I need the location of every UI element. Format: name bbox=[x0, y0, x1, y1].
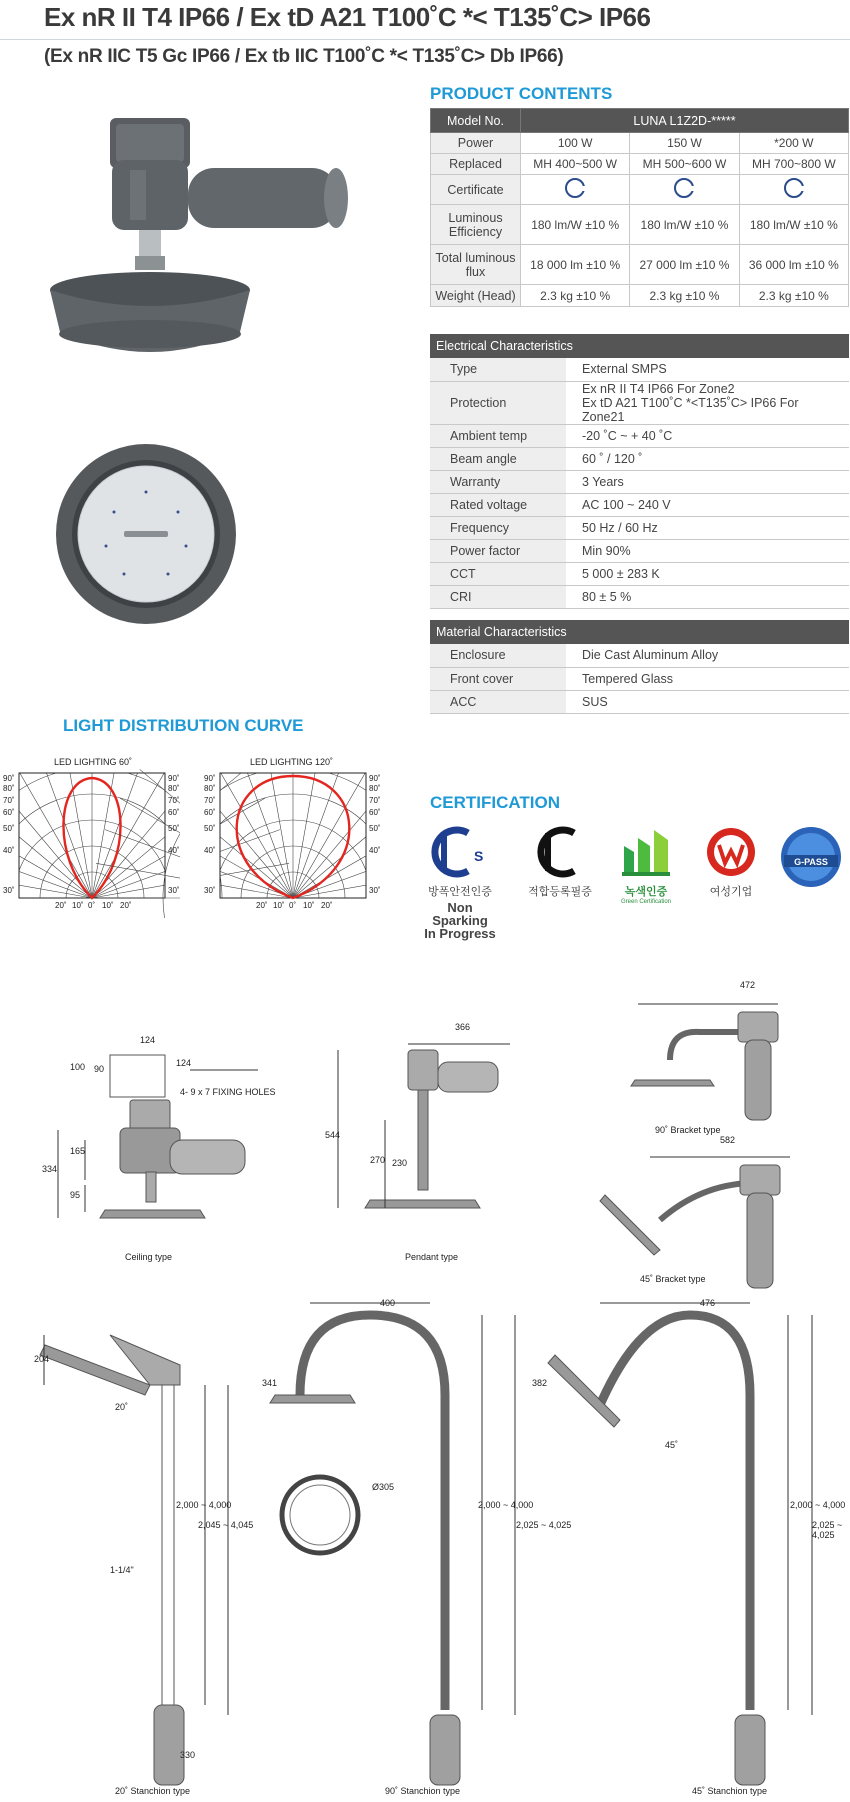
cell: 180 lm/W ±10 % bbox=[739, 205, 848, 245]
row-label: Front cover bbox=[430, 667, 566, 690]
row-value: 60 ˚ / 120 ˚ bbox=[566, 447, 849, 470]
row-value: Die Cast Aluminum Alloy bbox=[566, 644, 849, 667]
bracket45-caption: 45˚ Bracket type bbox=[640, 1274, 706, 1284]
dim-label: 582 bbox=[720, 1135, 736, 1145]
bottom-angle-label: 20˚ bbox=[321, 901, 333, 910]
dim-label: 330 bbox=[180, 1750, 196, 1760]
cert-sub: Green Certification bbox=[620, 899, 672, 905]
technical-drawings bbox=[0, 980, 850, 1802]
kc-logo-icon bbox=[530, 825, 590, 880]
row-label: Protection bbox=[430, 381, 566, 424]
cert-caption: 적합등록필증 bbox=[528, 886, 592, 898]
dim-label: 2,025 ~ 4,025 bbox=[516, 1520, 572, 1530]
row-label: Type bbox=[430, 358, 566, 381]
cert-cell bbox=[630, 175, 739, 205]
angle-label: 30˚ bbox=[168, 886, 180, 895]
dim-label: 2,000 ~ 4,000 bbox=[790, 1500, 846, 1510]
cell: 36 000 lm ±10 % bbox=[739, 245, 848, 285]
dim-label: 95 bbox=[70, 1190, 81, 1200]
green-cert-icon bbox=[616, 822, 676, 880]
right-curve-title: LED LIGHTING 120˚ bbox=[250, 757, 334, 767]
stanchion45-caption: 45˚ Stanchion type bbox=[692, 1786, 768, 1796]
bottom-angle-label: 10˚ bbox=[72, 901, 84, 910]
dim-label: 2,000 ~ 4,000 bbox=[176, 1500, 232, 1510]
dim-label: 1-1/4" bbox=[110, 1565, 134, 1575]
cert-green bbox=[610, 822, 682, 905]
row-value: 50 Hz / 60 Hz bbox=[566, 516, 849, 539]
dim-label: 400 bbox=[380, 1298, 396, 1308]
row-label: Beam angle bbox=[430, 447, 566, 470]
angle-label: 90˚ bbox=[204, 774, 216, 783]
stanchion20-caption: 20˚ Stanchion type bbox=[115, 1786, 191, 1796]
material-heading: Material Characteristics bbox=[430, 620, 849, 644]
dim-label: 476 bbox=[700, 1298, 716, 1308]
page-subtitle: (Ex nR IIC T5 Gc IP66 / Ex tb IIC T100˚C *< T135˚C> Db IP66) bbox=[44, 46, 564, 67]
angle-label: 30˚ bbox=[3, 886, 15, 895]
row-label: Certificate bbox=[431, 175, 521, 205]
ceiling-caption: Ceiling type bbox=[125, 1252, 173, 1262]
bottom-angle-label: 10˚ bbox=[303, 901, 315, 910]
angle-label: 70˚ bbox=[168, 796, 180, 805]
holes-label: 4- 9 x 7 FIXING HOLES bbox=[180, 1087, 276, 1097]
angle-label: 40˚ bbox=[369, 846, 381, 855]
angle-label: 90˚ bbox=[369, 774, 381, 783]
cell: 100 W bbox=[521, 133, 630, 154]
row-value bbox=[566, 381, 849, 424]
light-distribution-charts bbox=[0, 768, 400, 918]
angle-label: 80˚ bbox=[168, 784, 180, 793]
row-value: -20 ˚C ~ + 40 ˚C bbox=[566, 424, 849, 447]
dim-label: 382 bbox=[532, 1378, 548, 1388]
cell: MH 700~800 W bbox=[739, 154, 848, 175]
certification-heading: CERTIFICATION bbox=[430, 793, 561, 812]
row-label: Luminous Efficiency bbox=[431, 205, 521, 245]
gpass-logo-text: G-PASS bbox=[794, 857, 828, 867]
cert-caption: 방폭안전인증 bbox=[428, 886, 492, 898]
product-contents-heading: PRODUCT CONTENTS bbox=[430, 84, 613, 103]
dim-label: 2,000 ~ 4,000 bbox=[478, 1500, 534, 1510]
dim-label: 472 bbox=[740, 980, 756, 990]
stanchion90-caption: 90˚ Stanchion type bbox=[385, 1786, 461, 1796]
bottom-angle-label: 0˚ bbox=[88, 901, 96, 910]
product-photo-side bbox=[40, 100, 410, 400]
light-curve-heading: LIGHT DISTRIBUTION CURVE bbox=[63, 716, 304, 735]
cell: MH 400~500 W bbox=[521, 154, 630, 175]
angle-label: 60˚ bbox=[3, 808, 15, 817]
cert-caption: 녹색인증 bbox=[624, 886, 668, 898]
angle-label: 40˚ bbox=[3, 846, 15, 855]
angle-label: 70˚ bbox=[204, 796, 216, 805]
protection-line2: Ex tD A21 T100˚C *<T135˚C> IP66 For Zone21 bbox=[582, 395, 799, 424]
row-label: Frequency bbox=[430, 516, 566, 539]
cert-gpass bbox=[776, 825, 846, 892]
dim-label: 20˚ bbox=[115, 1402, 129, 1412]
row-label: Weight (Head) bbox=[431, 285, 521, 307]
cert-women bbox=[696, 825, 766, 899]
cell: 18 000 lm ±10 % bbox=[521, 245, 630, 285]
page-title: Ex nR II T4 IP66 / Ex tD A21 T100˚C *< T135˚C> IP66 bbox=[44, 2, 651, 32]
bottom-angle-label: 0˚ bbox=[289, 901, 297, 910]
angle-label: 50˚ bbox=[204, 824, 216, 833]
dim-label: 90 bbox=[94, 1064, 105, 1074]
cert-cell bbox=[521, 175, 630, 205]
bottom-angle-label: 20˚ bbox=[256, 901, 268, 910]
product-photo-front bbox=[54, 442, 239, 627]
bottom-angle-label: 20˚ bbox=[120, 901, 132, 910]
cert-kcs bbox=[420, 825, 500, 940]
row-value: 3 Years bbox=[566, 470, 849, 493]
cell: 180 lm/W ±10 % bbox=[630, 205, 739, 245]
cell: 150 W bbox=[630, 133, 739, 154]
curve-60-grid bbox=[0, 768, 292, 918]
cert-caption: 여성기업 bbox=[709, 886, 753, 898]
angle-label: 80˚ bbox=[3, 784, 15, 793]
cert-kc bbox=[520, 825, 600, 899]
bracket-90-drawing bbox=[630, 990, 790, 1130]
angle-label: 40˚ bbox=[168, 846, 180, 855]
cell: 180 lm/W ±10 % bbox=[521, 205, 630, 245]
row-label: CRI bbox=[430, 585, 566, 608]
row-value: 5 000 ± 283 K bbox=[566, 562, 849, 585]
bracket90-caption: 90˚ Bracket type bbox=[655, 1125, 721, 1135]
kcs-cert-icon bbox=[565, 178, 585, 198]
material-table bbox=[430, 620, 849, 714]
cell: MH 500~600 W bbox=[630, 154, 739, 175]
row-label: Enclosure bbox=[430, 644, 566, 667]
row-label: Total luminous flux bbox=[431, 245, 521, 285]
row-label: Warranty bbox=[430, 470, 566, 493]
angle-label: 30˚ bbox=[204, 886, 216, 895]
angle-label: 90˚ bbox=[168, 774, 180, 783]
row-value: Tempered Glass bbox=[566, 667, 849, 690]
dim-label: 230 bbox=[392, 1158, 408, 1168]
row-label: CCT bbox=[430, 562, 566, 585]
row-label: ACC bbox=[430, 690, 566, 713]
dim-label: 204 bbox=[34, 1354, 50, 1364]
dim-label: 45˚ bbox=[665, 1440, 679, 1450]
electrical-table bbox=[430, 334, 849, 609]
pendant-caption: Pendant type bbox=[405, 1252, 459, 1262]
dim-label: 2,025 ~ 4,025 bbox=[812, 1520, 843, 1540]
dim-label: 341 bbox=[262, 1378, 278, 1388]
stanchion-90-drawing bbox=[270, 1315, 530, 1795]
bottom-angle-label: 20˚ bbox=[55, 901, 67, 910]
product-contents-table bbox=[430, 108, 849, 307]
curve-120-grid bbox=[93, 768, 400, 918]
dim-label: 366 bbox=[455, 1022, 471, 1032]
row-value: AC 100 ~ 240 V bbox=[566, 493, 849, 516]
cell: 27 000 lm ±10 % bbox=[630, 245, 739, 285]
cell: *200 W bbox=[739, 133, 848, 154]
model-label: Model No. bbox=[431, 109, 521, 133]
angle-label: 50˚ bbox=[369, 824, 381, 833]
dim-label: Ø305 bbox=[372, 1482, 395, 1492]
bottom-angle-label: 10˚ bbox=[102, 901, 114, 910]
kcs-cert-icon bbox=[784, 178, 804, 198]
cert-cell bbox=[739, 175, 848, 205]
note-line1: Non Sparking bbox=[432, 900, 488, 928]
kcs-cert-icon bbox=[674, 178, 694, 198]
stanchion-45-drawing bbox=[540, 1315, 820, 1795]
title-divider bbox=[0, 39, 850, 40]
angle-label: 50˚ bbox=[168, 824, 180, 833]
dim-label: 544 bbox=[325, 1130, 341, 1140]
dim-label: 334 bbox=[42, 1164, 58, 1174]
dim-label: 100 bbox=[70, 1062, 86, 1072]
angle-label: 80˚ bbox=[369, 784, 381, 793]
dim-label: 124 bbox=[140, 1035, 156, 1045]
model-value: LUNA L1Z2D-***** bbox=[521, 109, 849, 133]
note-line2: In Progress bbox=[424, 926, 496, 941]
left-curve-title: LED LIGHTING 60˚ bbox=[54, 757, 133, 767]
angle-label: 70˚ bbox=[3, 796, 15, 805]
angle-label: 50˚ bbox=[3, 824, 15, 833]
cell: 2.3 kg ±10 % bbox=[739, 285, 848, 307]
row-value: 80 ± 5 % bbox=[566, 585, 849, 608]
cell: 2.3 kg ±10 % bbox=[630, 285, 739, 307]
row-label: Power bbox=[431, 133, 521, 154]
row-value: Min 90% bbox=[566, 539, 849, 562]
stanchion-20-drawing bbox=[30, 1315, 230, 1795]
angle-label: 60˚ bbox=[168, 808, 180, 817]
row-value: External SMPS bbox=[566, 358, 849, 381]
g-pass-icon bbox=[778, 825, 844, 889]
dim-label: 270 bbox=[370, 1155, 386, 1165]
pendant-type-drawing bbox=[330, 1030, 530, 1230]
row-label: Rated voltage bbox=[430, 493, 566, 516]
cell: 2.3 kg ±10 % bbox=[521, 285, 630, 307]
angle-label: 60˚ bbox=[369, 808, 381, 817]
angle-label: 40˚ bbox=[204, 846, 216, 855]
dim-label: 2,045 ~ 4,045 bbox=[198, 1520, 254, 1530]
angle-label: 70˚ bbox=[369, 796, 381, 805]
angle-label: 30˚ bbox=[369, 886, 381, 895]
angle-label: 60˚ bbox=[204, 808, 216, 817]
women-enterprise-icon bbox=[701, 825, 761, 880]
row-label: Replaced bbox=[431, 154, 521, 175]
dim-label: 165 bbox=[70, 1146, 86, 1156]
row-label: Power factor bbox=[430, 539, 566, 562]
svg-text:S: S bbox=[474, 848, 484, 864]
protection-line1: Ex nR II T4 IP66 For Zone2 bbox=[582, 381, 735, 396]
bottom-angle-label: 10˚ bbox=[273, 901, 285, 910]
angle-label: 80˚ bbox=[204, 784, 216, 793]
row-value: SUS bbox=[566, 690, 849, 713]
row-label: Ambient temp bbox=[430, 424, 566, 447]
kcs-logo-icon bbox=[430, 825, 490, 880]
electrical-heading: Electrical Characteristics bbox=[430, 334, 849, 358]
angle-label: 90˚ bbox=[3, 774, 15, 783]
dim-label: 124 bbox=[176, 1058, 192, 1068]
